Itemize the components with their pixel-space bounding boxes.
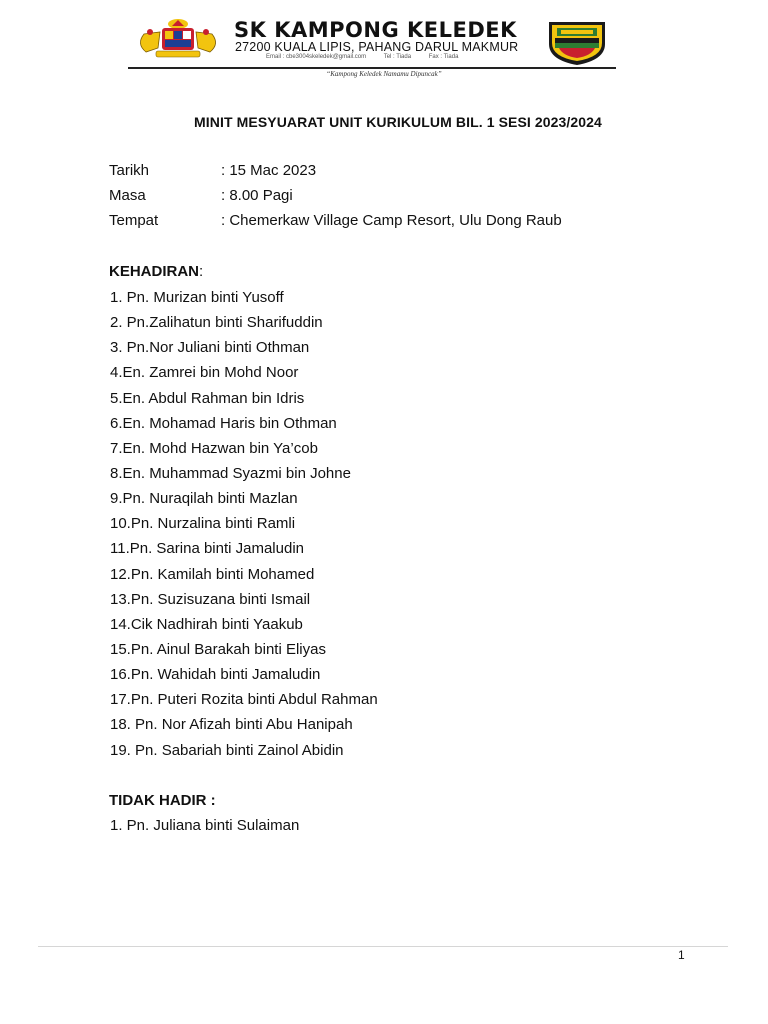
- attendance-item: 8.En. Muhammad Syazmi bin Johne: [110, 464, 351, 482]
- attendance-item: 9.Pn. Nuraqilah binti Mazlan: [110, 490, 298, 508]
- attendance-heading: [109, 263, 203, 280]
- absence-heading: [109, 792, 216, 809]
- school-badge-logo: [545, 20, 609, 66]
- attendance-item: 14.Cik Nadhirah binti Yaakub: [110, 615, 303, 633]
- attendance-item: 12.Pn. Kamilah binti Mohamed: [110, 565, 315, 583]
- letterhead: [0, 0, 768, 90]
- attendance-item: 11.Pn. Sarina binti Jamaludin: [110, 540, 305, 558]
- attendance-item: 4.En. Zamrei bin Mohd Noor: [110, 364, 299, 382]
- meta-place-label: Tempat: [109, 212, 159, 229]
- meta-time-label: Masa: [109, 187, 146, 204]
- document-title: MINIT MESYUARAT UNIT KURIKULUM BIL. 1 SESI 2023/2024: [194, 114, 602, 130]
- school-motto: “Kampong Keledek Namamu Dipuncak”: [326, 70, 442, 78]
- attendance-item: 10.Pn. Nurzalina binti Ramli: [110, 515, 296, 533]
- absence-list: [110, 813, 299, 838]
- absence-item: 1. Pn. Juliana binti Sulaiman: [110, 817, 300, 834]
- attendance-item: 5.En. Abdul Rahman bin Idris: [110, 389, 305, 407]
- attendance-item: 16.Pn. Wahidah binti Jamaludin: [110, 666, 321, 684]
- attendance-item: 17.Pn. Puteri Rozita binti Abdul Rahman: [110, 691, 378, 709]
- footer-divider: [38, 946, 728, 947]
- attendance-item: 6.En. Mohamad Haris bin Othman: [110, 414, 337, 432]
- meta-date-value: : 15 Mac 2023: [221, 162, 317, 179]
- school-email: Email : cbe3004skeledek@gmail.com: [266, 54, 367, 60]
- school-address: 27200 KUALA LIPIS, PAHANG DARUL MAKMUR: [235, 40, 519, 54]
- meta-time-value: : 8.00 Pagi: [221, 187, 293, 204]
- attendance-item: 2. Pn.Zalihatun binti Sharifuddin: [110, 314, 323, 332]
- attendance-item: 1. Pn. Murizan binti Yusoff: [110, 289, 284, 306]
- page-number: 1: [678, 948, 685, 962]
- attendance-item: 15.Pn. Ainul Barakah binti Eliyas: [110, 640, 326, 658]
- meta-place-value: : Chemerkaw Village Camp Resort, Ulu Dong Raub: [221, 212, 562, 229]
- school-fax: Fax : Tiada: [428, 54, 459, 60]
- attendance-item: 19. Pn. Sabariah binti Zainol Abidin: [110, 741, 344, 759]
- attendance-item: 18. Pn. Nor Afizah binti Abu Hanipah: [110, 716, 353, 734]
- school-tel: Tel : Tiada: [383, 54, 412, 60]
- attendance-heading-colon: :: [199, 263, 204, 280]
- attendance-item: 7.En. Mohd Hazwan bin Ya’cob: [110, 439, 318, 457]
- malaysia-coat-of-arms-logo: [132, 18, 224, 60]
- letterhead-divider: [128, 67, 616, 69]
- school-name: SK KAMPONG KELEDEK: [234, 18, 517, 42]
- absence-heading-text: TIDAK HADIR :: [109, 792, 216, 809]
- attendance-item: 13.Pn. Suzisuzana binti Ismail: [110, 590, 311, 608]
- attendance-item: 3. Pn.Nor Juliani binti Othman: [110, 339, 310, 357]
- meta-date-label: Tarikh: [109, 162, 150, 179]
- school-contact: [266, 54, 474, 60]
- attendance-heading-text: KEHADIRAN: [109, 263, 199, 280]
- attendance-list: [110, 285, 378, 763]
